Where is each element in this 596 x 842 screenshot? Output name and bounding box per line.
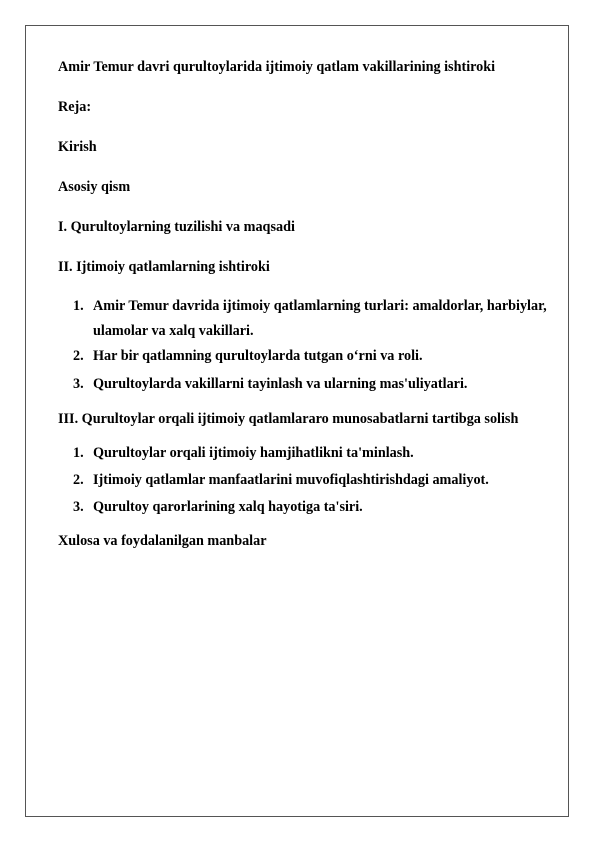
section-2-list [58, 294, 558, 393]
list-item [58, 498, 558, 516]
list-item [58, 444, 558, 462]
list-item-text: Ijtimoiy qatlamlar manfaatlarini muvofiqlashtirishdagi amaliyot. [93, 472, 489, 488]
list-item-number: 3. [73, 376, 84, 392]
plan-label: Reja: [58, 99, 92, 115]
list-item-number: 1. [73, 298, 84, 314]
list-item-number: 2. [73, 472, 84, 488]
list-item [58, 294, 558, 344]
list-item [58, 471, 558, 489]
section-2-heading: II. Ijtimoiy qatlamlarning ishtiroki [58, 259, 270, 275]
document-body [58, 58, 558, 550]
list-item [58, 375, 558, 393]
list-item-text: Har bir qatlamning qurultoylarda tutgan o‘rni va roli. [93, 348, 423, 364]
list-item [58, 347, 558, 365]
list-item-text: Qurultoylarda vakillarni tayinlash va ularning mas'uliyatlari. [93, 376, 468, 392]
conclusion-heading: Xulosa va foydalanilgan manbalar [58, 533, 267, 549]
section-3-heading: III. Qurultoylar orqali ijtimoiy qatlamlararo munosabatlarni tartibga solish [58, 411, 519, 427]
main-part-heading: Asosiy qism [58, 179, 131, 195]
intro-heading: Kirish [58, 139, 97, 155]
list-item-number: 2. [73, 348, 84, 364]
section-3-list [58, 444, 558, 516]
section-1-heading: I. Qurultoylarning tuzilishi va maqsadi [58, 219, 295, 235]
list-item-text: Qurultoy qarorlarining xalq hayotiga ta'siri. [93, 499, 363, 515]
list-item-text: Amir Temur davrida ijtimoiy qatlamlarning turlari: amaldorlar, harbiylar, ulamolar va xalq vakillari. [93, 298, 547, 339]
document-title: Amir Temur davri qurultoylarida ijtimoiy qatlam vakillarining ishtiroki [58, 59, 496, 75]
list-item-number: 1. [73, 445, 84, 461]
list-item-number: 3. [73, 499, 84, 515]
list-item-text: Qurultoylar orqali ijtimoiy hamjihatlikni ta'minlash. [93, 445, 414, 461]
